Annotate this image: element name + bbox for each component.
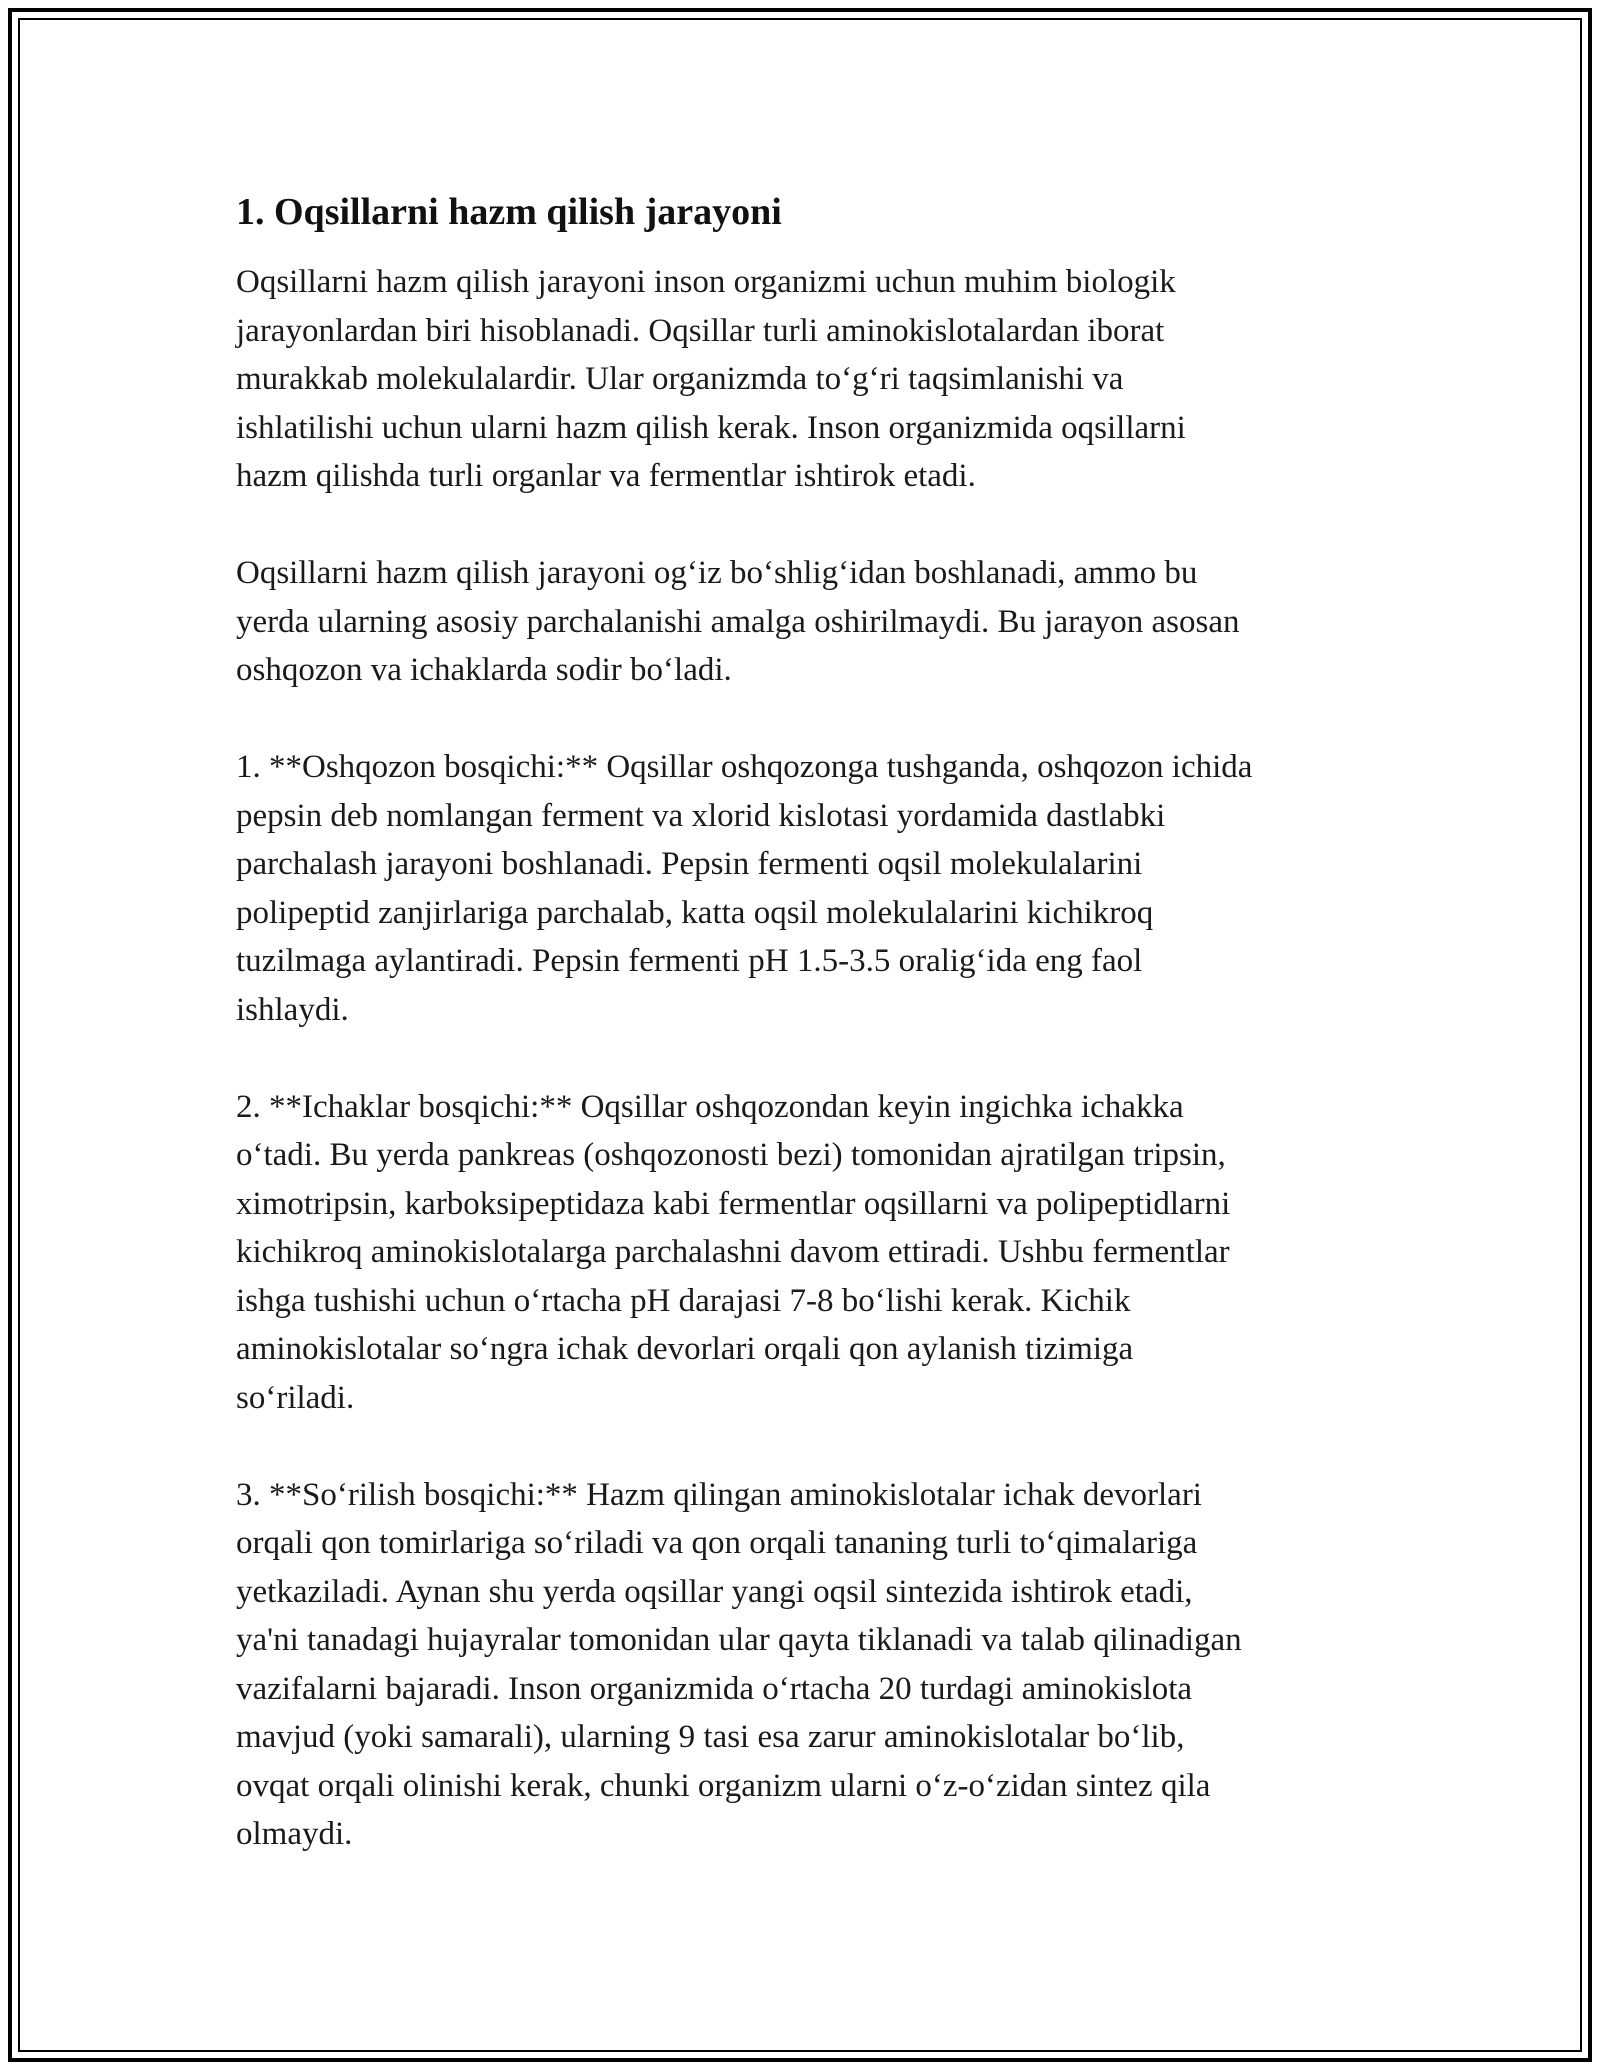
body-paragraph: Oqsillarni hazm qilish jarayoni inson organizmi uchun muhim biologik jarayonlardan biri hisoblanadi. Oqsillar turli aminokislotalardan iborat murakkab molekulalardir. Ular organizmda toʻgʻri taqsimlanishi va ishlatilishi uchun ularni hazm qilish kerak. Inson organizmida oqsillarni hazm qilishda turli organlar va fermentlar ishtirok etadi.	[236, 264, 1186, 494]
body-paragraph: 1. **Oshqozon bosqichi:** Oqsillar oshqozonga tushganda, oshqozon ichida pepsin deb nomlangan ferment va xlorid kislotasi yordamida dastlabki parchalash jarayoni boshlanadi. Pepsin fermenti oqsil molekulalarini polipeptid zanjirlariga parchalab, katta oqsil molekulalarini kichikroq tuzilmaga aylantiradi. Pepsin fermenti pH 1.5-3.5 oraligʻida eng faol ishlaydi.	[236, 749, 1253, 1028]
body-paragraph: Oqsillarni hazm qilish jarayoni ogʻiz boʻshligʻidan boshlanadi, ammo bu yerda ularning asosiy parchalanishi amalga oshirilmaydi. Bu jarayon asosan oshqozon va ichaklarda sodir boʻladi.	[236, 555, 1240, 688]
body-paragraph: 2. **Ichaklar bosqichi:** Oqsillar oshqozondan keyin ingichka ichakka oʻtadi. Bu yerda pankreas (oshqozonosti bezi) tomonidan ajratilgan tripsin, ximotripsin, karboksipeptidaza kabi fermentlar oqsillarni va polipeptidlarni kichikroq aminokislotalarga parchalashni davom ettiradi. Ushbu fermentlar ishga tushishi uchun oʻrtacha pH darajasi 7-8 boʻlishi kerak. Kichik aminokislotalar soʻngra ichak devorlari orqali qon aylanish tizimiga soʻriladi.	[236, 1088, 1231, 1416]
body-paragraph: 3. **Soʻrilish bosqichi:** Hazm qilingan aminokislotalar ichak devorlari orqali qon tomirlariga soʻriladi va qon orqali tananing turli toʻqimalariga yetkaziladi. Aynan shu yerda oqsillar yangi oqsil sintezida ishtirok etadi, ya'ni tanadagi hujayralar tomonidan ular qayta tiklanadi va talab qilinadigan vazifalarni bajaradi. Inson organizmida oʻrtacha 20 turdagi aminokislota mavjud (yoki samarali), ularning 9 tasi esa zarur aminokislotalar boʻlib, ovqat orqali olinishi kerak, chunki organizm ularni oʻz-oʻzidan sintez qila olmaydi.	[236, 1476, 1242, 1852]
paragraph-list	[236, 258, 1396, 1859]
document-body	[236, 188, 1396, 1907]
document-heading: 1. Oqsillarni hazm qilish jarayoni	[236, 191, 782, 233]
